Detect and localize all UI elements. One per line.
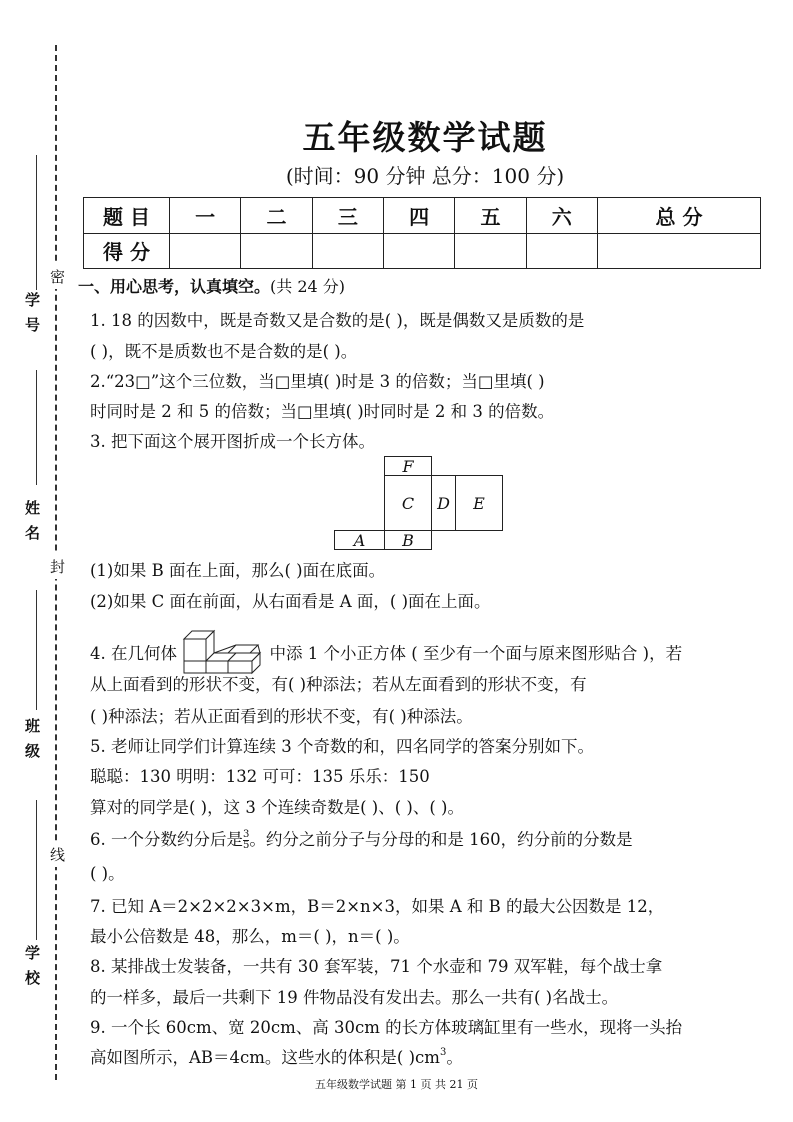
name-blank-line (36, 370, 37, 485)
question-6-line-2: ( )。 (90, 864, 125, 883)
question-9-line-1: 9. 一个长 60cm、宽 20cm、高 30cm 的长方体玻璃缸里有一些水，现将一头抬 (90, 1018, 683, 1037)
score-table-header-row (84, 198, 761, 234)
score-cell[interactable] (312, 233, 383, 269)
score-row-label: 得 分 (84, 233, 170, 269)
score-header-cell: 二 (241, 198, 312, 234)
question-5-line-2: 聪聪：130 明明：132 可可：135 乐乐：150 (90, 767, 430, 786)
fraction-denominator: 5 (243, 840, 250, 851)
seal-char-mi: 密 (50, 264, 65, 289)
score-cell[interactable] (383, 233, 454, 269)
score-cell[interactable] (455, 233, 526, 269)
school-blank-line (36, 800, 37, 940)
cubic-superscript: 3 (439, 1047, 447, 1058)
question-7-line-1: 7. 已知 A＝2×2×2×3×m，B＝2×n×3，如果 A 和 B 的最大公因数是 12， (90, 897, 665, 916)
score-header-cell: 五 (455, 198, 526, 234)
question-2-line-1: 2.“23□”这个三位数，当□里填( )时是 3 的倍数；当□里填( ) (90, 372, 545, 391)
question-4-text-pre: 4. 在几何体 (90, 644, 177, 663)
score-cell[interactable] (597, 233, 760, 269)
question-1-line-2: ( )，既不是质数也不是合数的是( )。 (90, 342, 358, 361)
question-4-text-post: 中添 1 个小正方体 ( 至少有一个面与原来图形贴合 )，若 (269, 644, 683, 663)
question-3-part-1: (1)如果 B 面在上面，那么( )面在底面。 (90, 561, 386, 580)
score-header-cell: 一 (170, 198, 241, 234)
question-4-line-2: 从上面看到的形状不变，有( )种添法；若从左面看到的形状不变，有 (90, 675, 587, 694)
score-header-cell: 四 (383, 198, 454, 234)
score-header-cell: 题 目 (84, 198, 170, 234)
page-title: 五年级数学试题 (302, 118, 548, 157)
score-cell[interactable] (170, 233, 241, 269)
page-subtitle: (时间：90 分钟 总分：100 分) (285, 164, 565, 188)
question-8-line-2: 的一样多，最后一共剩下 19 件物品没有发出去。那么一共有( )名战士。 (90, 988, 619, 1007)
question-4-line-3: ( )种添法；若从正面看到的形状不变，有( )种添法。 (90, 707, 473, 726)
student-id-label: 学号 (23, 292, 41, 342)
score-cell[interactable] (526, 233, 597, 269)
score-cell[interactable] (241, 233, 312, 269)
net-face-d: D (431, 475, 456, 531)
section-1-points: (共 24 分) (270, 277, 346, 296)
class-blank-line (36, 590, 37, 710)
question-6-line-1 (90, 826, 633, 851)
cuboid-net-diagram (330, 456, 505, 552)
question-3-line: 3. 把下面这个展开图折成一个长方体。 (90, 432, 375, 451)
section-1-heading (78, 274, 345, 297)
question-2-line-2: 时同时是 2 和 5 的倍数；当□里填( )时同时是 2 和 3 的倍数。 (90, 402, 555, 421)
net-face-a: A (334, 530, 385, 550)
question-3-part-2: (2)如果 C 面在前面，从右面看是 A 面，( )面在上面。 (90, 592, 491, 611)
score-header-cell: 六 (526, 198, 597, 234)
question-4-line-1 (90, 629, 682, 675)
net-face-b: B (384, 530, 432, 550)
question-5-line-1: 5. 老师让同学们计算连续 3 个奇数的和，四名同学的答案分别如下。 (90, 737, 594, 756)
question-5-line-3: 算对的同学是( )，这 3 个连续奇数是( )、( )、( )。 (90, 798, 464, 817)
question-9-text-post: 。 (446, 1048, 463, 1067)
section-1-title: 一、用心思考，认真填空。 (78, 277, 271, 296)
name-label: 姓名 (23, 500, 41, 550)
seal-char-xian: 线 (50, 842, 65, 867)
net-face-c: C (384, 475, 432, 531)
score-table (83, 197, 761, 269)
page-footer: 五年级数学试题 第 1 页 共 21 页 (315, 1078, 478, 1091)
score-table-score-row (84, 233, 761, 269)
question-9-text-pre: 高如图所示，AB＝4cm。这些水的体积是( )cm (90, 1048, 440, 1067)
net-face-f: F (384, 456, 432, 476)
question-6-text-pre: 6. 一个分数约分后是 (90, 830, 243, 849)
score-header-cell: 总 分 (597, 198, 760, 234)
class-label: 班级 (23, 718, 41, 768)
question-8-line-1: 8. 某排战士发装备，一共有 30 套军装，71 个水壶和 79 双军鞋，每个战士拿 (90, 957, 663, 976)
question-9-line-2 (90, 1044, 463, 1068)
score-header-cell: 三 (312, 198, 383, 234)
fraction-numerator: 3 (243, 829, 250, 840)
net-face-e: E (455, 475, 503, 531)
question-7-line-2: 最小公倍数是 48，那么，m＝( )，n＝( )。 (90, 927, 410, 946)
cube-solid-figure (182, 629, 264, 675)
question-6-text-post: 。约分之前分子与分母的和是 160，约分前的分数是 (249, 830, 633, 849)
question-1-line-1: 1. 18 的因数中，既是奇数又是合数的是( )，既是偶数又是质数的是 (90, 311, 585, 330)
school-label: 学校 (23, 945, 41, 995)
seal-char-feng: 封 (50, 554, 65, 579)
